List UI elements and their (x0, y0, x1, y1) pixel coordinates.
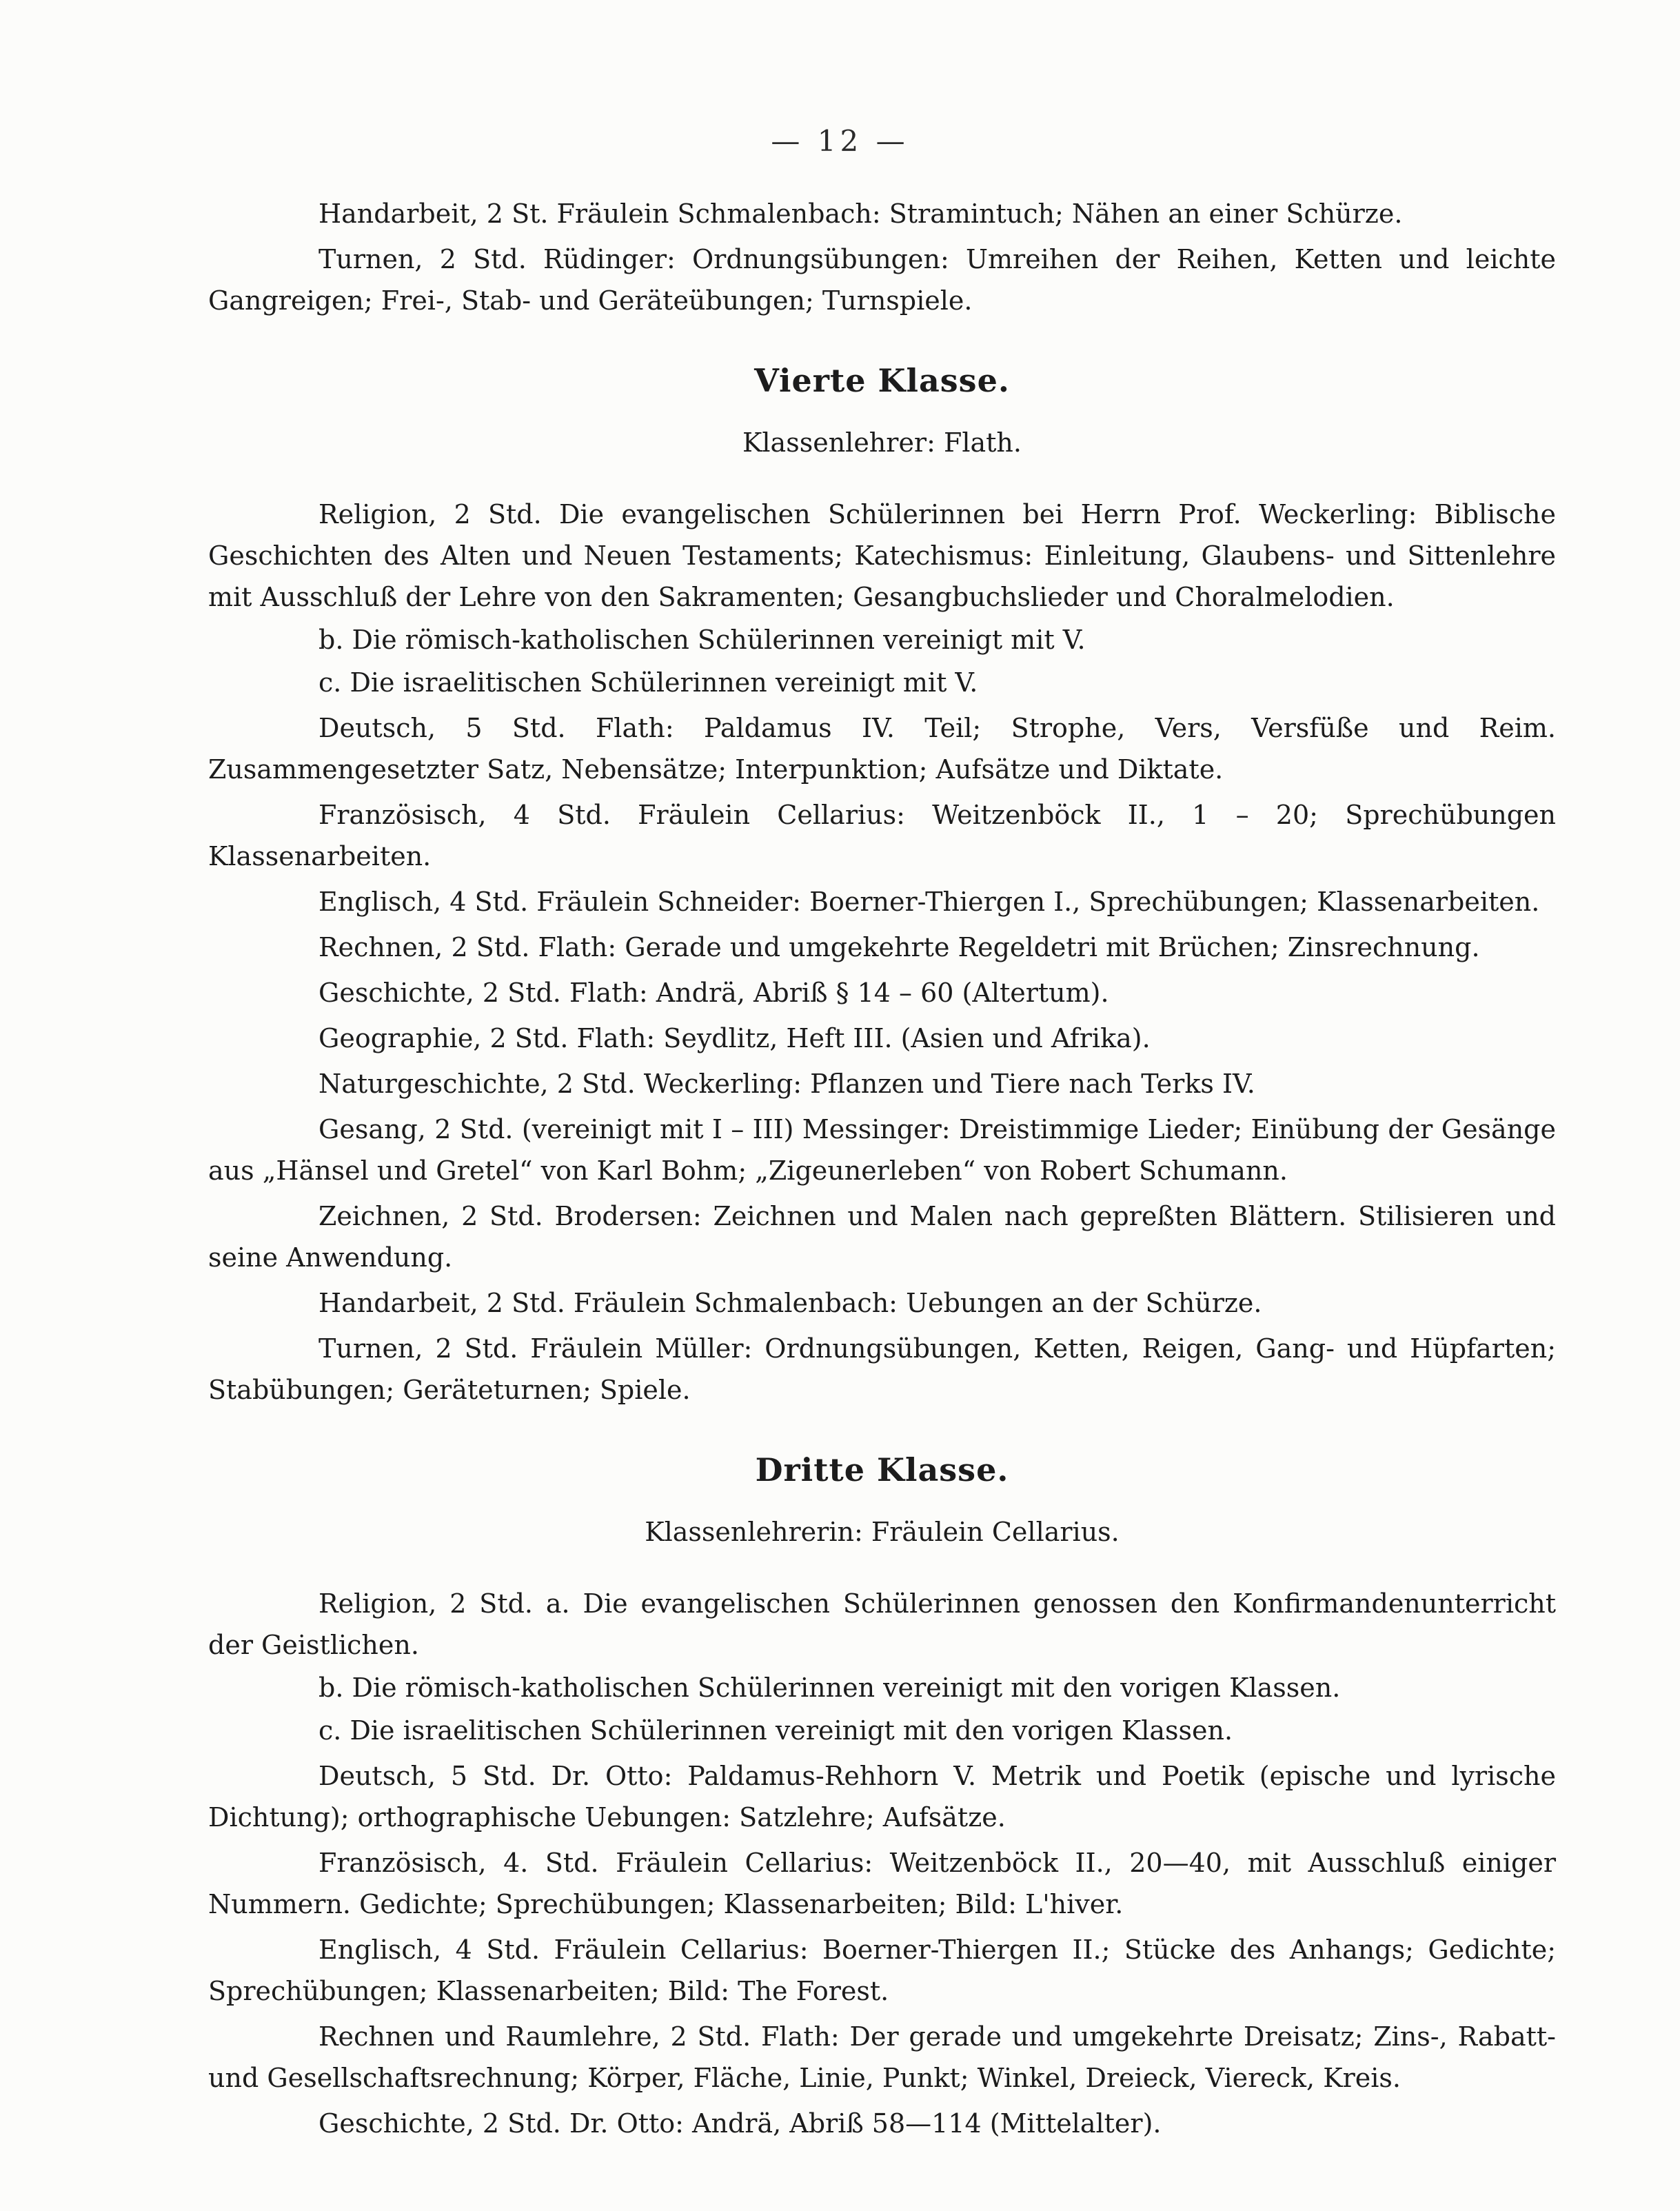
teacher-vierte-klasse: Klassenlehrer: Flath. (742, 427, 1022, 458)
entry-englisch-3: Englisch, 4 Std. Fräulein Cellarius: Boerner-Thiergen II.; Stücke des Anhangs; Gedichte; Sprechübungen; Klassenarbeiten; Bild: The Forest. (208, 1935, 1556, 2006)
entry-geschichte-3: Geschichte, 2 Std. Dr. Otto: Andrä, Abriß 58—114 (Mittelalter). (318, 2108, 1162, 2139)
entry-religion-4-b: b. Die römisch-katholischen Schülerinnen vereinigt mit V. (318, 625, 1086, 655)
entry-religion-4-c: c. Die israelitischen Schülerinnen vereinigt mit V. (318, 667, 978, 698)
entry-gesang-4: Gesang, 2 Std. (vereinigt mit I – III) Messinger: Dreistimmige Lieder; Einübung der Gesänge aus „Hänsel und Gretel“ von Karl Bohm; „Zigeunerleben“ von Robert Schumann. (208, 1114, 1556, 1186)
page-content (208, 193, 1556, 2148)
entry-turnen-4: Turnen, 2 Std. Fräulein Müller: Ordnungsübungen, Ketten, Reigen, Gang- und Hüpfarten; Stabübungen; Geräteturnen; Spiele. (208, 1333, 1556, 1405)
entry-franzoesisch-4: Französisch, 4 Std. Fräulein Cellarius: Weitzenböck II., 1 – 20; Sprechübungen Klassenarbeiten. (208, 800, 1556, 871)
entry-englisch-4: Englisch, 4 Std. Fräulein Schneider: Boerner-Thiergen I., Sprechübungen; Klassenarbeiten. (318, 887, 1540, 917)
entry-religion-3-c: c. Die israelitischen Schülerinnen vereinigt mit den vorigen Klassen. (318, 1715, 1233, 1746)
entry-geschichte-4: Geschichte, 2 Std. Flath: Andrä, Abriß § 14 – 60 (Altertum). (318, 978, 1109, 1008)
entry-zeichnen-4: Zeichnen, 2 Std. Brodersen: Zeichnen und Malen nach gepreßten Blättern. Stilisieren und seine Anwendung. (208, 1201, 1556, 1273)
entry-religion-3: Religion, 2 Std. a. Die evangelischen Schülerinnen genossen den Konfirmandenunterricht der Geistlichen. (208, 1588, 1556, 1660)
entry-geographie-4: Geographie, 2 Std. Flath: Seydlitz, Heft III. (Asien und Afrika). (318, 1023, 1151, 1053)
entry-franzoesisch-3: Französisch, 4. Std. Fräulein Cellarius: Weitzenböck II., 20—40, mit Ausschluß einiger Nummern. Gedichte; Sprechübungen; Klassenarbeiten; Bild: L'hiver. (208, 1848, 1556, 1919)
entry-handarbeit-4: Handarbeit, 2 Std. Fräulein Schmalenbach: Uebungen an der Schürze. (318, 1288, 1262, 1318)
entry-deutsch-4: Deutsch, 5 Std. Flath: Paldamus IV. Teil; Strophe, Vers, Versfüße und Reim. Zusammengesetzter Satz, Nebensätze; Interpunktion; Aufsätze und Diktate. (208, 713, 1556, 785)
entry-turnen-prev: Turnen, 2 Std. Rüdinger: Ordnungsübungen: Umreihen der Reihen, Ketten und leichte Gangreigen; Frei-, Stab- und Geräteübungen; Turnspiele. (208, 244, 1556, 316)
entry-handarbeit-prev: Handarbeit, 2 St. Fräulein Schmalenbach: Stramintuch; Nähen an einer Schürze. (318, 199, 1403, 229)
entry-deutsch-3: Deutsch, 5 Std. Dr. Otto: Paldamus-Rehhorn V. Metrik und Poetik (epische und lyrische Dichtung); orthographische Uebungen: Satzlehre; Aufsätze. (208, 1761, 1556, 1833)
entry-religion-4: Religion, 2 Std. Die evangelischen Schülerinnen bei Herrn Prof. Weckerling: Biblische Geschichten des Alten und Neuen Testaments; Katechismus: Einleitung, Glaubens- und Sittenlehre mit Ausschluß der Lehre von den Sakramenten; Gesangbuchslieder und Choralmelodien. (208, 499, 1556, 612)
heading-vierte-klasse: Vierte Klasse. (754, 362, 1010, 399)
entry-rechnen-4: Rechnen, 2 Std. Flath: Gerade und umgekehrte Regeldetri mit Brüchen; Zinsrechnung. (318, 932, 1480, 962)
entry-rechnen-3: Rechnen und Raumlehre, 2 Std. Flath: Der gerade und umgekehrte Dreisatz; Zins-, Rabatt- und Gesellschaftsrechnung; Körper, Fläche, Linie, Punkt; Winkel, Dreieck, Viereck, Kreis. (208, 2021, 1556, 2093)
heading-dritte-klasse: Dritte Klasse. (755, 1451, 1009, 1488)
teacher-dritte-klasse: Klassenlehrerin: Fräulein Cellarius. (645, 1517, 1120, 1547)
entry-naturgeschichte-4: Naturgeschichte, 2 Std. Weckerling: Pflanzen und Tiere nach Terks IV. (318, 1069, 1255, 1099)
page-number: — 12 — (771, 124, 909, 158)
entry-religion-3-b: b. Die römisch-katholischen Schülerinnen vereinigt mit den vorigen Klassen. (318, 1673, 1341, 1703)
